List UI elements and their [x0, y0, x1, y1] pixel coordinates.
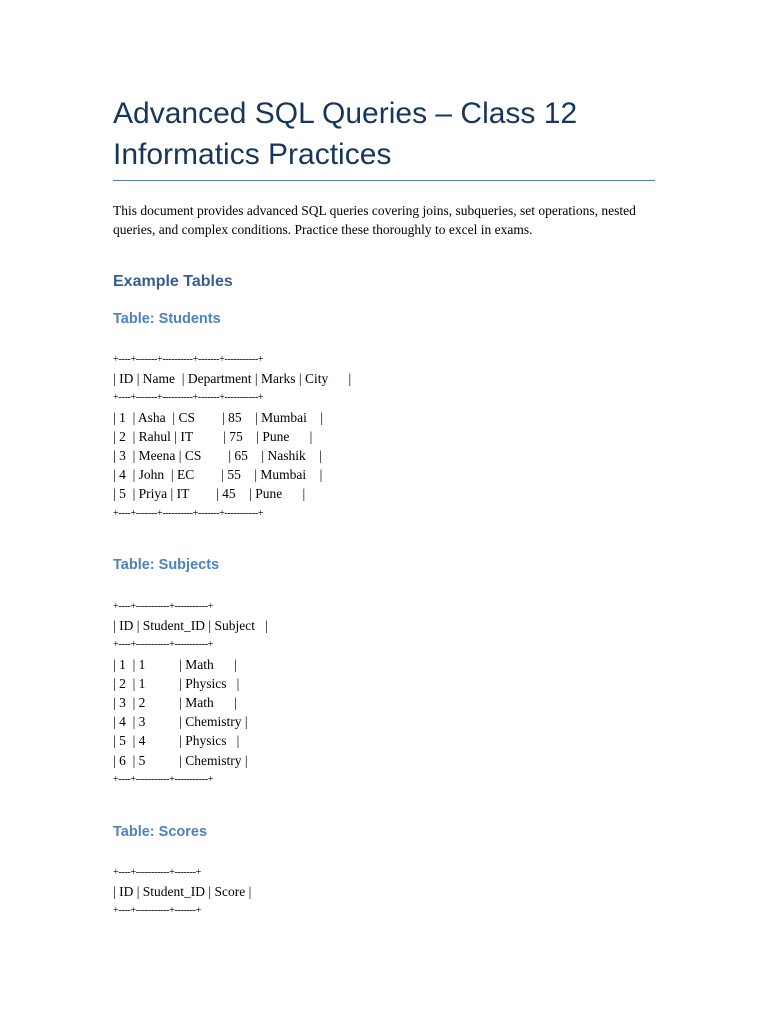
- table-row: | 2 | Rahul | IT | 75 | Pune |: [113, 428, 313, 444]
- table-row: | 1 | Asha | CS | 85 | Mumbai |: [113, 409, 324, 425]
- ascii-table-scores: [113, 863, 251, 921]
- table-row: | 1 | 1 | Math |: [113, 656, 237, 672]
- title-divider: [113, 180, 655, 181]
- table-border-line: +----+-------+----------+-------+-----------+: [113, 354, 264, 365]
- table-row: | 3 | 2 | Math |: [113, 694, 237, 710]
- table-border-line: +----+-------+----------+-------+-----------+: [113, 392, 264, 404]
- table-border-line: +----+-------+----------+-------+-----------+: [113, 507, 264, 519]
- table-heading-students: Table: Students: [113, 311, 221, 327]
- table-header-row: | ID | Name | Department | Marks | City |: [113, 371, 352, 387]
- table-border-line: +----+-----------+-------+: [113, 867, 202, 878]
- table-row: | 2 | 1 | Physics |: [113, 675, 240, 691]
- table-border-line: +----+-----------+-------+: [113, 905, 202, 917]
- intro-paragraph: This document provides advanced SQL queries covering joins, subqueries, set operations, nested queries, and complex conditions. Practice these thoroughly to excel in exams.: [113, 203, 636, 237]
- table-header-row: | ID | Student_ID | Score |: [113, 884, 252, 900]
- table-border-line: +----+-----------+-----------+: [113, 601, 214, 612]
- table-border-line: +----+-----------+-----------+: [113, 639, 214, 651]
- ascii-table-subjects: [113, 597, 268, 789]
- table-heading-subjects: Table: Subjects: [113, 557, 220, 573]
- table-row: | 4 | 3 | Chemistry |: [113, 714, 248, 730]
- document-title: Advanced SQL Queries – Class 12 Informatics Practices: [113, 97, 578, 171]
- table-row: | 3 | Meena | CS | 65 | Nashik |: [113, 447, 322, 463]
- ascii-table-students: [113, 350, 351, 523]
- table-border-line: +----+-----------+-----------+: [113, 773, 214, 785]
- section-heading-example-tables: Example Tables: [113, 273, 233, 290]
- table-row: | 5 | 4 | Physics |: [113, 733, 240, 749]
- table-heading-scores: Table: Scores: [113, 824, 208, 840]
- table-row: | 6 | 5 | Chemistry |: [113, 752, 248, 768]
- table-row: | 5 | Priya | IT | 45 | Pune |: [113, 486, 306, 502]
- table-row: | 4 | John | EC | 55 | Mumbai |: [113, 467, 323, 483]
- table-header-row: | ID | Student_ID | Subject |: [113, 618, 268, 634]
